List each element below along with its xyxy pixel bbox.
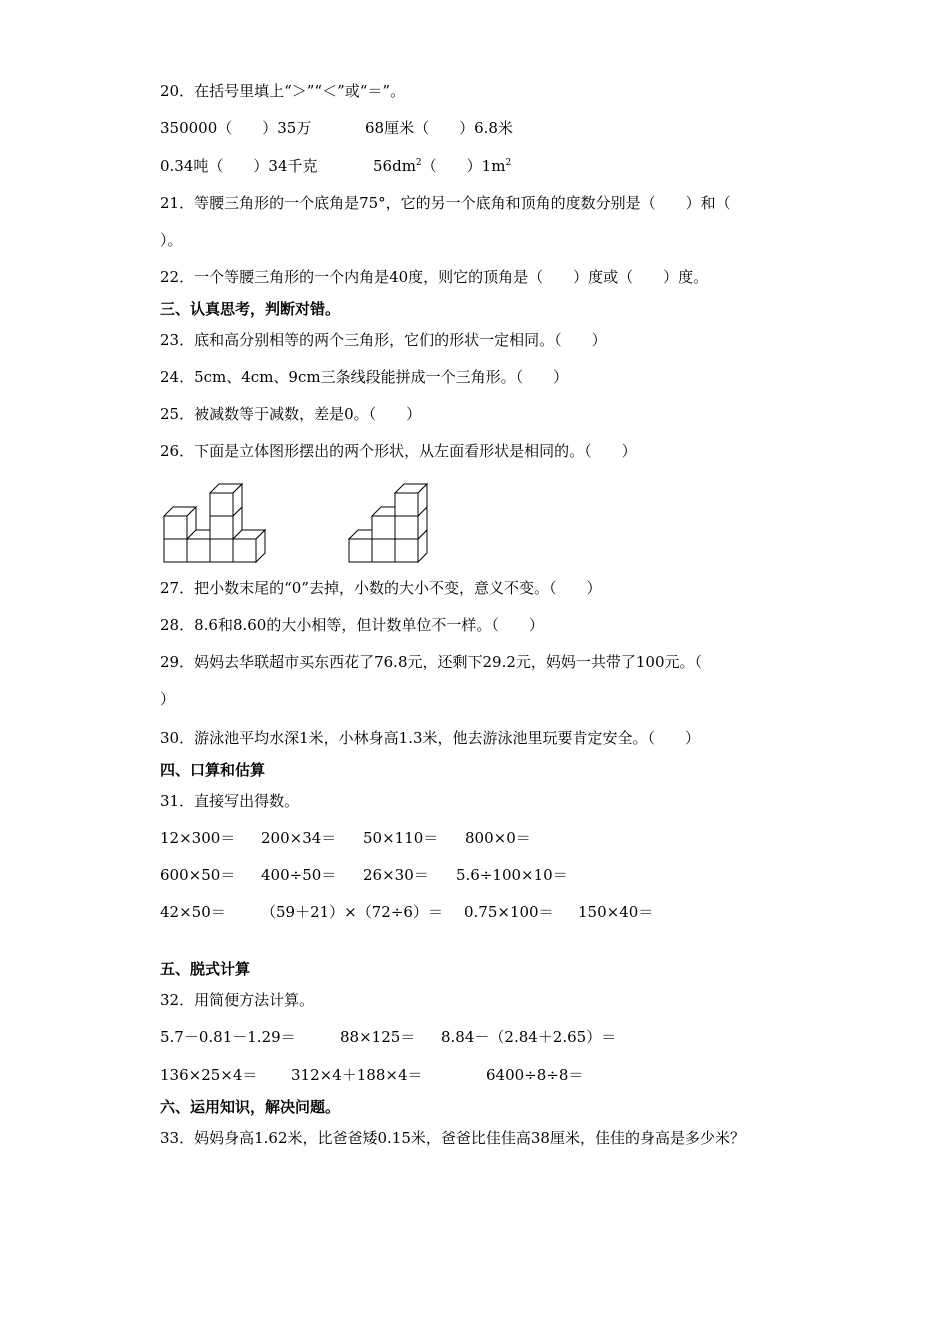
q20-item-d-post: （ ）1m bbox=[421, 157, 506, 175]
q23: 23．底和高分别相等的两个三角形，它们的形状一定相同。（ ） bbox=[160, 331, 607, 349]
cube-front-face bbox=[372, 516, 395, 539]
q31-item: （59＋21）×（72÷6）＝ bbox=[261, 903, 443, 921]
q29-line1: 29．妈妈去华联超市买东西花了76.8元，还剩下29.2元，妈妈一共带了100元。（ bbox=[160, 653, 703, 671]
q32-row1 bbox=[160, 1027, 616, 1047]
q22: 22．一个等腰三角形的一个内角是40度，则它的顶角是（ ）度或（ ）度。 bbox=[160, 268, 709, 286]
q31-item: 12×300＝ bbox=[160, 829, 236, 847]
right-shape bbox=[349, 484, 427, 562]
q32-item: 6400÷8÷8＝ bbox=[486, 1066, 584, 1084]
q21-line2: ）。 bbox=[160, 231, 183, 249]
q20-row1 bbox=[160, 118, 513, 138]
q28: 28．8.6和8.60的大小相等，但计数单位不一样。（ ） bbox=[160, 616, 544, 634]
section5-heading: 五、脱式计算 bbox=[160, 960, 251, 978]
q21-line1: 21．等腰三角形的一个底角是75°，它的另一个底角和顶角的度数分别是（ ）和（ bbox=[160, 194, 731, 212]
cube-figure bbox=[158, 480, 458, 570]
q20-item-d-sup2: 2 bbox=[505, 158, 512, 168]
q31-row3 bbox=[160, 902, 653, 922]
q26: 26．下面是立体图形摆出的两个形状，从左面看形状是相同的。（ ） bbox=[160, 442, 637, 460]
cube-front-face bbox=[395, 493, 418, 516]
q32-item: 312×4＋188×4＝ bbox=[291, 1066, 423, 1084]
q20-title: 20．在括号里填上“＞”“＜”或“＝”。 bbox=[160, 82, 406, 100]
q20-row2 bbox=[160, 156, 511, 176]
q20-item-c: 0.34吨（ ）34千克 bbox=[160, 157, 318, 175]
q31-item: 400÷50＝ bbox=[261, 866, 337, 884]
cube-front-face bbox=[210, 493, 233, 516]
q32-item: 136×25×4＝ bbox=[160, 1066, 258, 1084]
left-shape bbox=[164, 484, 265, 562]
q31-item: 0.75×100＝ bbox=[464, 903, 554, 921]
section6-heading: 六、运用知识，解决问题。 bbox=[160, 1098, 341, 1116]
q31-item: 200×34＝ bbox=[261, 829, 337, 847]
cube-front-face bbox=[164, 516, 187, 539]
q24: 24．5cm、4cm、9cm三条线段能拼成一个三角形。（ ） bbox=[160, 368, 569, 386]
q31-item: 42×50＝ bbox=[160, 903, 226, 921]
cube-front-face bbox=[187, 539, 210, 562]
q30: 30．游泳池平均水深1米，小林身高1.3米，他去游泳池里玩要肯定安全。（ ） bbox=[160, 729, 700, 747]
q31-title: 31．直接写出得数。 bbox=[160, 792, 300, 810]
q31-item: 50×110＝ bbox=[363, 829, 439, 847]
q29-line2: ） bbox=[160, 690, 176, 708]
q32-item: 8.84－（2.84＋2.65）＝ bbox=[441, 1028, 617, 1046]
q31-row2 bbox=[160, 865, 568, 885]
q31-item: 5.6÷100×10＝ bbox=[456, 866, 568, 884]
q31-item: 150×40＝ bbox=[578, 903, 654, 921]
q31-item: 26×30＝ bbox=[363, 866, 429, 884]
cube-front-face bbox=[395, 516, 418, 539]
cube-front-face bbox=[164, 539, 187, 562]
q20-item-d bbox=[373, 156, 511, 176]
q31-item: 600×50＝ bbox=[160, 866, 236, 884]
q20-item-a: 350000（ ）35万 bbox=[160, 119, 312, 137]
q32-item: 5.7－0.81－1.29＝ bbox=[160, 1028, 296, 1046]
q32-title: 32．用简便方法计算。 bbox=[160, 991, 315, 1009]
cube-front-face bbox=[210, 516, 233, 539]
q20-item-d-pre: 56dm bbox=[373, 157, 416, 175]
section3-heading: 三、认真思考，判断对错。 bbox=[160, 300, 341, 318]
cube-front-face bbox=[210, 539, 233, 562]
section4-heading: 四、口算和估算 bbox=[160, 761, 266, 779]
cube-front-face bbox=[349, 539, 372, 562]
q33: 33．妈妈身高1.62米，比爸爸矮0.15米，爸爸比佳佳高38厘米，佳佳的身高是多少米？ bbox=[160, 1129, 745, 1147]
q25: 25．被减数等于减数，差是0。（ ） bbox=[160, 405, 422, 423]
q20-item-d-sup: 2 bbox=[415, 158, 422, 168]
q20-item-b: 68厘米（ ）6.8米 bbox=[365, 119, 513, 137]
q32-row2 bbox=[160, 1065, 583, 1085]
cube-front-face bbox=[233, 539, 256, 562]
q31-item: 800×0＝ bbox=[465, 829, 531, 847]
q32-item: 88×125＝ bbox=[340, 1028, 416, 1046]
q27: 27．把小数末尾的“0”去掉，小数的大小不变，意义不变。（ ） bbox=[160, 579, 602, 597]
cube-front-face bbox=[395, 539, 418, 562]
cube-front-face bbox=[372, 539, 395, 562]
q31-row1 bbox=[160, 828, 531, 848]
